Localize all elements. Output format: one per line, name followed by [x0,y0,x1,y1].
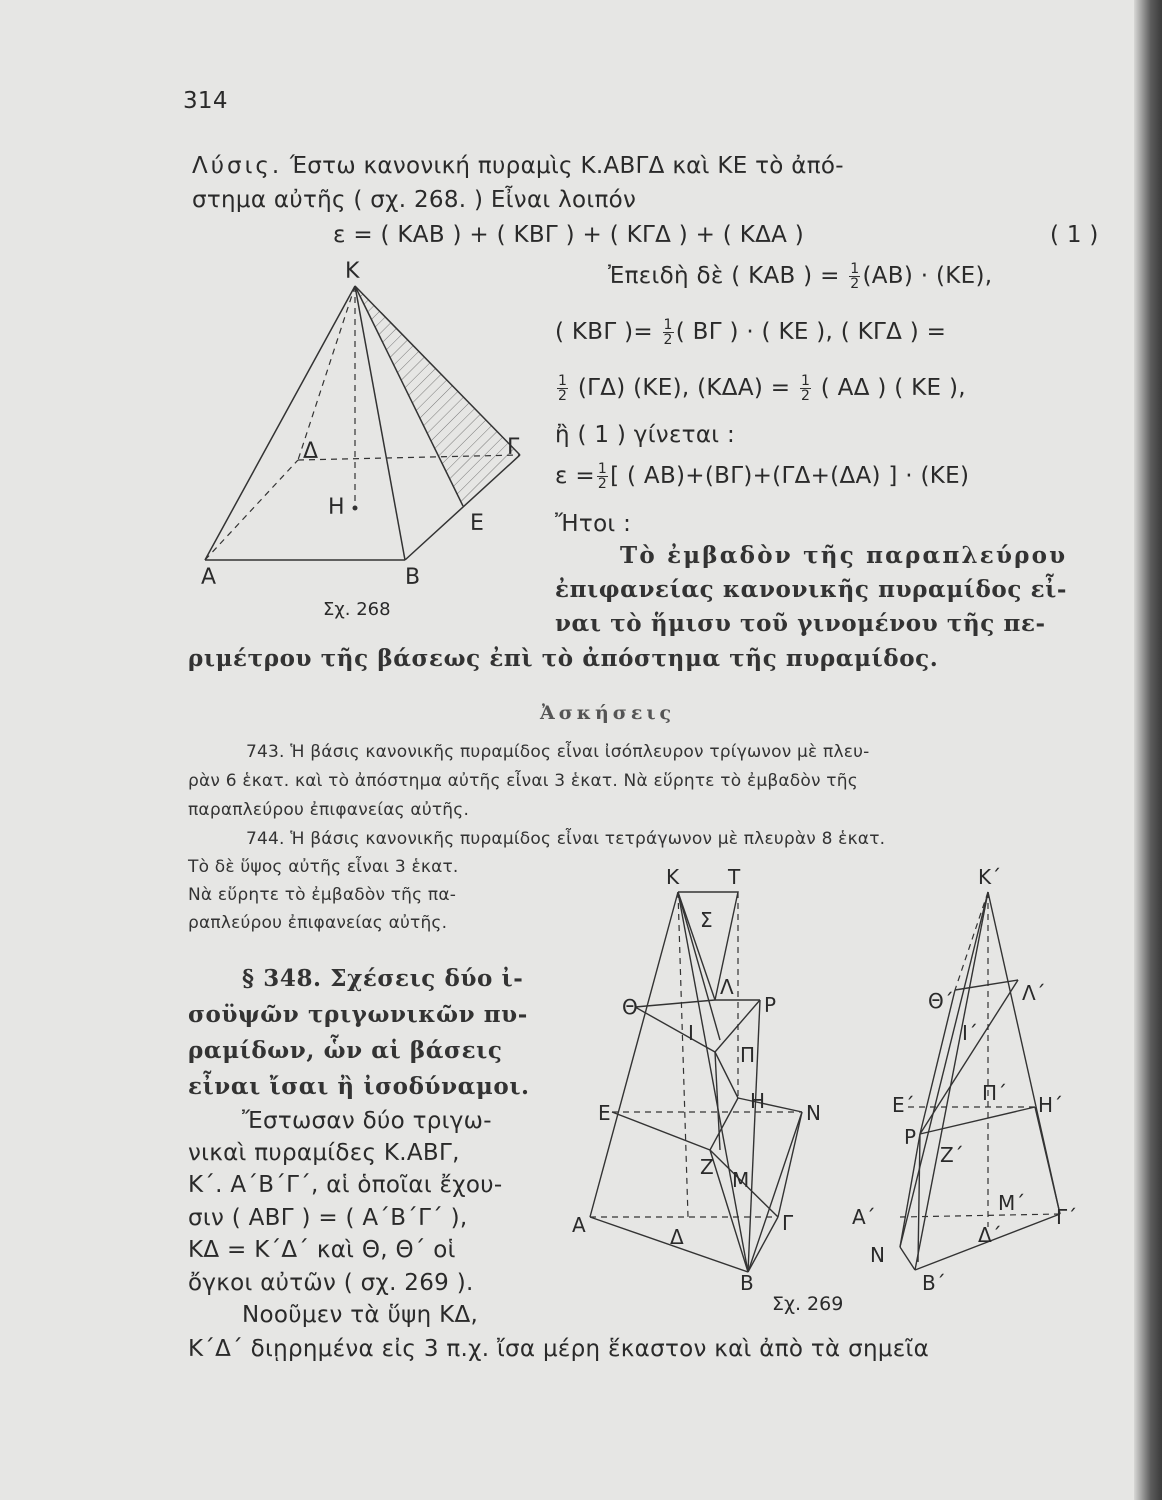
fig269-right-P: Ρ [904,1125,917,1149]
section-348-text-5: ΚΔ = Κ΄Δ΄ καὶ Θ, Θ΄ οἱ [188,1237,456,1263]
solution-text-1: Έστω κανονική πυραμὶς Κ.ΑΒΓΔ καὶ ΚΕ τὸ ἀπό- [289,153,844,179]
fig269-left-T: Τ [728,865,741,889]
exercises-heading: Ἀσκήσεις [540,702,676,724]
caption-268: Σχ. 268 [323,599,391,620]
derivation-5b: [ ( ΑΒ)+(ΒΓ)+(ΓΔ+(ΔΑ) ] · (ΚΕ) [610,463,970,489]
fig269-left-L: Λ [720,975,734,999]
fig269-left-H: Η [750,1089,766,1113]
derivation-1b: (ΑΒ) · (ΚΕ), [862,263,993,289]
section-348-heading-3: ραμίδων, ὧν αἱ βάσεις [188,1037,503,1064]
hatched-face [355,286,520,506]
section-348-text-6: ὄγκοι αὐτῶν ( σχ. 269 ). [188,1270,474,1296]
solution-line-2: στημα αὐτῆς ( σχ. 268. ) Εἶναι λοιπόν [192,187,637,213]
fig269-right-B: Β΄ [922,1271,946,1295]
fig269-left-D: Δ [670,1225,684,1249]
fig269-right-PI: Π΄ [982,1081,1008,1105]
fraction-half: $\frac{1}{2}$ [850,261,860,292]
theorem-line-4: ριμέτρου τῆς βάσεως ἐπὶ τὸ ἀπόστημα τῆς πυραμίδος. [188,645,939,672]
section-348-heading-2: σοϋψῶν τριγωνικῶν πυ- [188,1001,528,1028]
exercise-743-line-1: 743. Ἡ βάσις κανονικῆς πυραμίδος εἶναι ἰσόπλευρον τρίγωνον μὲ πλευ- [246,742,870,762]
fig269-right-N: Ν [870,1243,885,1267]
theorem-line-1: Τὸ ἐμβαδὸν τῆς παραπλεύρου [620,542,1068,569]
point-H [353,506,358,511]
derivation-3b: (ΓΔ) (ΚΕ), (ΚΔΑ) = [577,375,791,401]
derivation-line-2 [555,318,946,347]
fig269-left-PI: Π [740,1043,756,1067]
fig269-left-E: Ε [598,1101,611,1125]
figure-268 [195,258,535,620]
label-A: Α [201,565,217,590]
derivation-2b: ( ΒΓ ) · ( ΚΕ ), ( ΚΓΔ ) = [675,319,947,345]
fraction-half: $\frac{1}{2}$ [597,461,608,492]
solution-label: Λύσις. [192,153,283,179]
derivation-2a: ( ΚΒΓ )= [555,319,653,345]
caption-269: Σχ. 269 [772,1293,844,1315]
label-D: Δ [303,439,319,464]
fig269-left-Z: Ζ [700,1155,714,1179]
fig269-left-TH: Θ [622,995,638,1019]
derivation-line-6: Ἤτοι : [555,511,632,537]
exercise-744-line-4: ραπλεύρου ἐπιφανείας αὐτῆς. [188,913,448,933]
derivation-5a: ε = [555,463,595,489]
equation-1-number: ( 1 ) [1050,222,1099,248]
section-348-text-8: Κ΄Δ΄ διῃρημένα εἰς 3 π.χ. ἴσα μέρη ἕκαστον καὶ ἀπὸ τὰ σημεῖα [188,1336,930,1362]
derivation-line-4: ἢ ( 1 ) γίνεται : [555,422,736,448]
derivation-1a: Ἐπειδὴ δὲ ( ΚΑΒ ) = [608,263,840,289]
fig269-right-H: Η΄ [1038,1093,1064,1117]
theorem-line-2: ἐπιφανείας κανονικῆς πυραμίδος εἶ- [555,576,1068,603]
fig269-left-K: Κ [666,865,680,889]
exercise-743-line-3: παραπλεύρου ἐπιφανείας αὐτῆς. [188,800,470,820]
fig269-right-E: Ε΄ [892,1093,915,1117]
fig269-left-A: Α [572,1213,586,1237]
section-348-heading-1: § 348. Σχέσεις δύο ἰ- [242,965,524,992]
fig269-right-K: Κ΄ [978,865,1002,889]
fig269-left-P: Ρ [764,993,777,1017]
fig269-right-G: Γ΄ [1056,1205,1078,1229]
label-H: Η [328,495,345,520]
derivation-3c: ( ΑΔ ) ( ΚΕ ), [820,375,966,401]
section-348-text-7: Νοοῦμεν τὰ ὕψη ΚΔ, [242,1302,479,1328]
theorem-line-3: ναι τὸ ἥμισυ τοῦ γινομένου τῆς πε- [555,610,1046,637]
fraction-half: $\frac{1}{2}$ [800,373,811,404]
fraction-half: $\frac{1}{2}$ [663,317,673,348]
fig269-right-Z: Ζ΄ [940,1143,964,1167]
fig269-left-hidden [590,892,802,1217]
section-348-text-1: Ἔστωσαν δύο τριγω- [242,1108,492,1134]
fig269-right-I: Ι΄ [962,1021,978,1045]
label-E: Ε [470,511,484,536]
section-348-text-2: νικαὶ πυραμίδες Κ.ΑΒΓ, [188,1140,460,1166]
exercise-744-line-1: 744. Ἡ βάσις κανονικῆς πυραμίδος εἶναι τετράγωνον μὲ πλευρὰν 8 ἑκατ. [246,829,886,849]
page-edge-shadow [1134,0,1162,1500]
exercise-743-line-2: ρὰν 6 ἑκατ. καὶ τὸ ἀπόστημα αὐτῆς εἶναι 3 ἑκατ. Νὰ εὕρητε τὸ ἐμβαδὸν τῆς [188,771,858,791]
fig269-right-D: Δ΄ [978,1223,1002,1247]
fig269-right-hidden [900,892,1060,1227]
fig269-right-L: Λ΄ [1022,981,1046,1005]
solution-line-1 [192,153,844,179]
derivation-line-1 [608,262,992,291]
derivation-line-3 [555,374,966,403]
fig269-left-G: Γ [782,1211,794,1235]
exercise-744-line-2: Τὸ δὲ ὕψος αὐτῆς εἶναι 3 ἑκατ. [188,857,459,877]
fraction-half: $\frac{1}{2}$ [558,373,568,404]
section-348-heading-4: εἶναι ἴσαι ἢ ἰσοδύναμοι. [188,1073,530,1100]
label-G: Γ [507,435,520,460]
fig269-right-lines [900,892,1060,1270]
section-348-text-3: Κ΄. Α΄Β΄Γ΄, αἱ ὁποῖαι ἔχου- [188,1172,503,1198]
equation-1: ε = ( ΚΑΒ ) + ( ΚΒΓ ) + ( ΚΓΔ ) + ( ΚΔΑ ) [333,222,805,248]
derivation-line-5 [555,462,969,491]
fig269-left-M: Μ [732,1168,750,1192]
page-number: 314 [183,88,228,114]
section-348-text-4: σιν ( ΑΒΓ ) = ( Α΄Β΄Γ΄ ), [188,1205,468,1231]
fig269-right-A: Α΄ [852,1205,876,1229]
fig269-right-TH: Θ΄ [928,989,954,1013]
figure-269 [560,862,1100,1332]
fig269-left-lines [590,892,802,1272]
fig269-left-B: Β [740,1271,754,1295]
label-K: Κ [345,259,360,284]
fig269-left-N: Ν [806,1101,821,1125]
fig269-left-I: Ι [688,1021,694,1045]
fig269-right-M: Μ΄ [998,1191,1026,1215]
label-B: Β [405,565,421,590]
fig269-left-S: Σ [700,908,713,932]
exercise-744-line-3: Νὰ εὕρητε τὸ ἐμβαδὸν τῆς πα- [188,885,457,905]
